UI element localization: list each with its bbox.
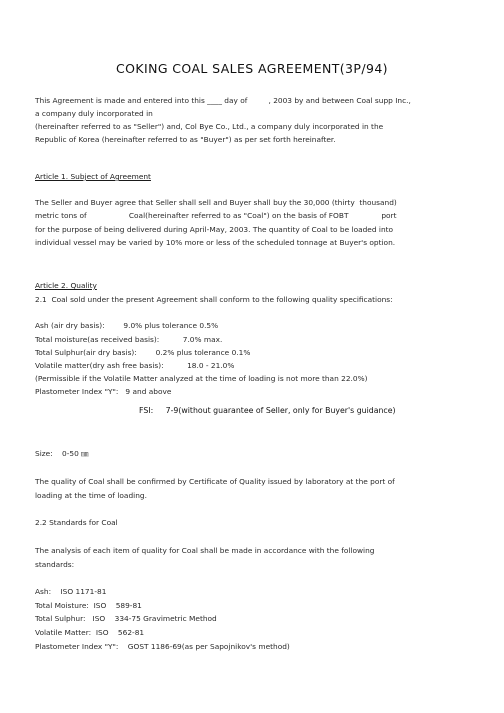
spec-volatile-matter: Volatile matter(dry ash free basis): 18.0 - 21.0% (35, 361, 235, 370)
article-2-subsection-2: 2.2 Standards for Coal (35, 518, 118, 527)
article-2-subsection-1: 2.1 Coal sold under the present Agreement shall conform to the following quality specifications: (35, 295, 393, 304)
certificate-line-2: loading at the time of loading. (35, 491, 147, 500)
standard-volatile-matter: Volatile Matter: ISO 562-81 (35, 628, 145, 637)
spec-plastometer-index: Plastometer Index "Y": 9 and above (35, 387, 172, 396)
article-1-heading: Article 1. Subject of Agreement (35, 172, 151, 181)
standard-total-sulphur: Total Sulphur: ISO 334-75 Gravimetric Method (35, 614, 217, 623)
spec-ash: Ash (air dry basis): 9.0% plus tolerance 0.5% (35, 321, 219, 330)
article-1-line-1: The Seller and Buyer agree that Seller shall sell and Buyer shall buy the 30,000 (thirty thousand) (35, 198, 397, 207)
intro-line-2: a company duly incorporated in (35, 109, 153, 118)
spec-total-moisture: Total moisture(as received basis): 7.0% max. (35, 335, 223, 344)
standard-plastometer-index: Plastometer Index "Y": GOST 1186-69(as per Sapojnikov's method) (35, 642, 290, 651)
article-1-line-3: for the purpose of being delivered during April-May, 2003. The quantity of Coal to be loaded into (35, 225, 394, 234)
standard-ash: Ash: ISO 1171-81 (35, 587, 107, 596)
standards-intro-line-2: standards: (35, 560, 75, 569)
article-1-line-4: individual vessel may be varied by 10% more or less of the scheduled tonnage at Buyer's option. (35, 238, 396, 247)
intro-line-4: Republic of Korea (hereinafter referred to as "Buyer") as per set forth hereinafter. (35, 135, 336, 144)
article-1-line-2: metric tons of Coal(hereinafter referred to as "Coal") on the basis of FOBT port (35, 211, 397, 220)
article-2-heading: Article 2. Quality (35, 281, 97, 290)
intro-line-3: (hereinafter referred to as "Seller") and, Col Bye Co., Ltd., a company duly incorporated in the (35, 122, 384, 131)
certificate-line-1: The quality of Coal shall be confirmed by Certificate of Quality issued by laboratory at the port of (35, 477, 395, 486)
intro-line-1: This Agreement is made and entered into this ____ day of , 2003 by and between Coal supp Inc., (35, 96, 411, 105)
spec-total-sulphur: Total Sulphur(air dry basis): 0.2% plus tolerance 0.1% (35, 348, 251, 357)
document-title: COKING COAL SALES AGREEMENT(3P/94) (116, 61, 388, 76)
standard-total-moisture: Total Moisture: ISO 589-81 (35, 601, 142, 610)
standards-intro-line-1: The analysis of each item of quality for Coal shall be made in accordance with the following (35, 546, 375, 555)
spec-size: Size: 0-50 ㎜ (35, 449, 89, 458)
spec-fsi: FSI: 7-9(without guarantee of Seller, only for Buyer's guidance) (139, 406, 396, 415)
spec-volatile-note: (Permissible if the Volatile Matter analyzed at the time of loading is not more than 22.0%) (35, 374, 368, 383)
